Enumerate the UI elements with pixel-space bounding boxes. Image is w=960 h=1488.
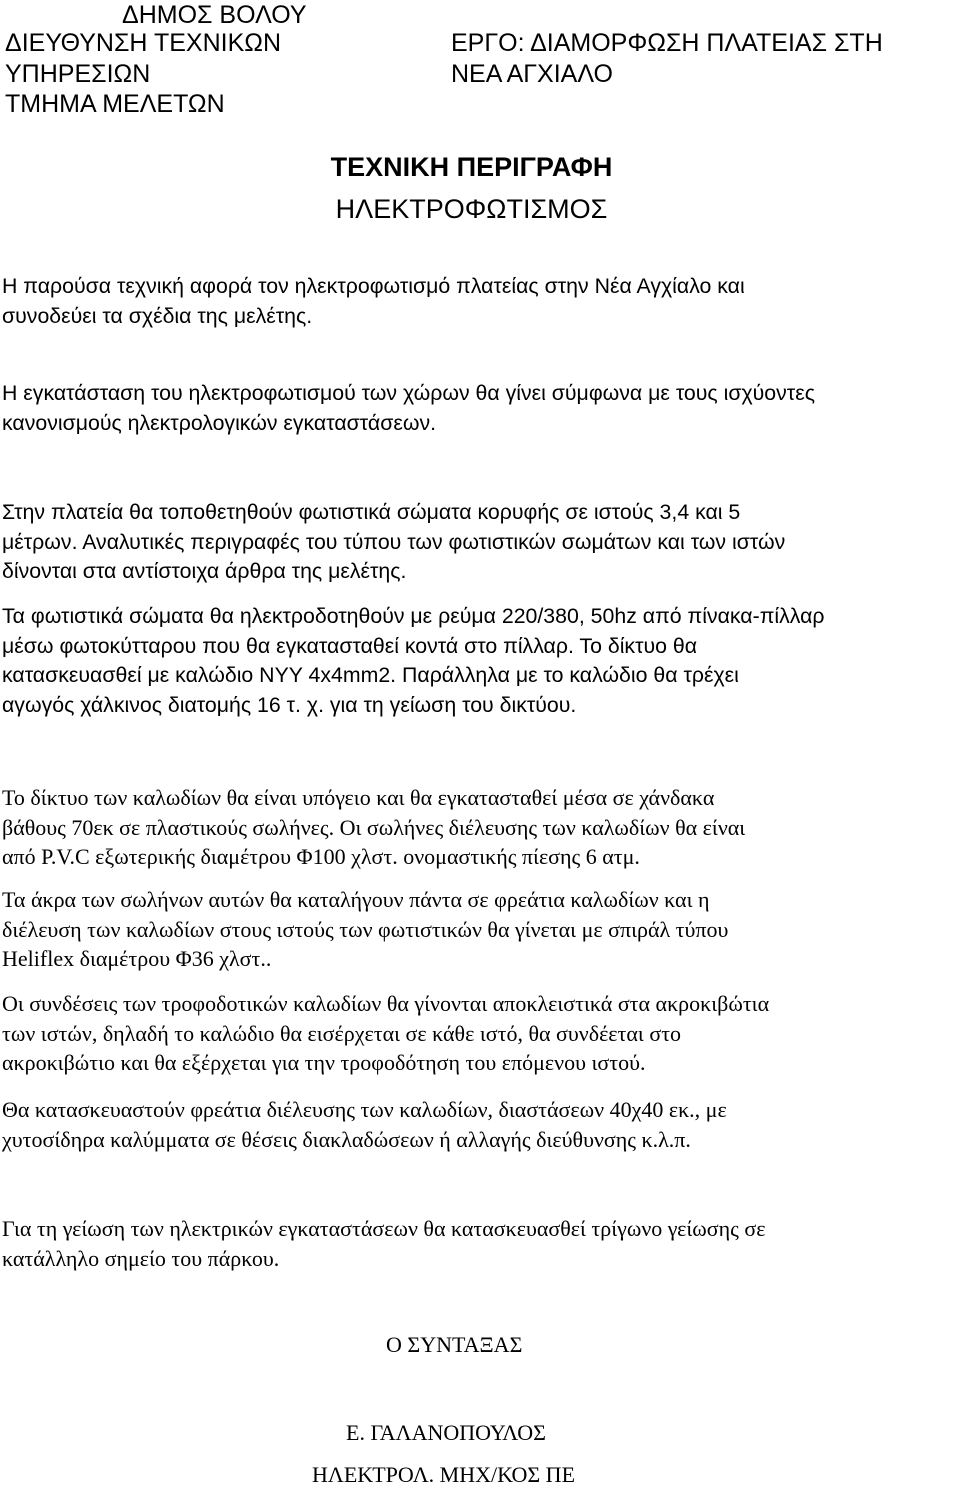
- project-line-1: ΕΡΓΟ: ΔΙΑΜΟΡΦΩΣΗ ΠΛΑΤΕΙΑΣ ΣΤΗ: [451, 29, 883, 57]
- text-line: κανονισμούς ηλεκτρολογικών εγκαταστάσεων.: [2, 410, 437, 435]
- paragraph-luminaires: [2, 498, 952, 587]
- text-line: μέτρων. Αναλυτικές περιγραφές του τύπου των φωτιστικών σωμάτων και των ιστών: [2, 529, 786, 554]
- paragraph-regulations: [2, 379, 952, 438]
- signature-name: Ε. ΓΑΛΑΝΟΠΟΥΛΟΣ: [346, 1420, 546, 1445]
- document-subtitle: ΗΛΕΚΤΡΟΦΩΤΙΣΜΟΣ: [335, 194, 608, 224]
- text-line: αγωγός χάλκινος διατομής 16 τ. χ. για τη γείωση του δικτύου.: [2, 692, 577, 717]
- org-line-municipality: ΔΗΜΟΣ ΒΟΛΟΥ: [122, 1, 307, 29]
- text-line: χυτοσίδηρα καλύμματα σε θέσεις διακλαδώσεων ή αλλαγής διεύθυνσης κ.λ.π.: [2, 1126, 691, 1152]
- text-line: Οι συνδέσεις των τροφοδοτικών καλωδίων θα γίνονται αποκλειστικά στα ακροκιβώτια: [2, 991, 770, 1016]
- text-line: Στην πλατεία θα τοποθετηθούν φωτιστικά σώματα κορυφής σε ιστούς 3,4 και 5: [2, 500, 741, 524]
- text-line: Η παρούσα τεχνική αφορά τον ηλεκτροφωτισμό πλατείας στην Νέα Αγχίαλο και: [2, 274, 745, 298]
- paragraph-grounding: [2, 1214, 952, 1273]
- text-line: Το δίκτυο των καλωδίων θα είναι υπόγειο και θα εγκατασταθεί μέσα σε χάνδακα: [2, 785, 715, 810]
- text-line: από P.V.C εξωτερικής διαμέτρου Φ100 χλστ. ονομαστικής πίεσης 6 ατμ.: [2, 844, 640, 869]
- text-line: μέσω φωτοκύτταρου που θα εγκατασταθεί κοντά στο πίλλαρ. Το δίκτυο θα: [2, 633, 698, 658]
- text-line: των ιστών, δηλαδή το καλώδιο θα εισέρχεται σε κάθε ιστό, θα συνδέεται στο: [2, 1020, 682, 1046]
- text-line: Θα κατασκευαστούν φρεάτια διέλευσης των καλωδίων, διαστάσεων 40χ40 εκ., με: [2, 1097, 727, 1122]
- text-line: βάθους 70εκ σε πλαστικούς σωλήνες. Οι σωλήνες διέλευσης των καλωδίων θα είναι: [2, 814, 746, 840]
- text-line: δίνονται στα αντίστοιχα άρθρα της μελέτης.: [2, 559, 407, 583]
- signature-title: ΗΛΕΚΤΡΟΛ. ΜΗΧ/ΚΟΣ ΠΕ: [312, 1462, 576, 1487]
- paragraph-manholes: [2, 1095, 952, 1154]
- text-line: Heliflex διαμέτρου Φ36 χλστ..: [2, 946, 272, 971]
- paragraph-intro: [2, 272, 952, 331]
- text-line: διέλευση των καλωδίων στους ιστούς των φωτιστικών θα γίνεται με σπιράλ τύπου: [2, 916, 729, 942]
- text-line: Τα άκρα των σωλήνων αυτών θα καταλήγουν πάντα σε φρεάτια καλωδίων και η: [2, 887, 710, 912]
- text-line: Η εγκατάσταση του ηλεκτροφωτισμού των χώρων θα γίνει σύμφωνα με τους ισχύοντες: [2, 381, 815, 405]
- paragraph-connections: [2, 989, 952, 1078]
- text-line: Τα φωτιστικά σώματα θα ηλεκτροδοτηθούν με ρεύμα 220/380, 50hz από πίνακα-πίλλαρ: [2, 604, 825, 628]
- paragraph-pipe-ends: [2, 885, 952, 974]
- text-line: κατασκευασθεί με καλώδιο NYY 4x4mm2. Παράλληλα με το καλώδιο θα τρέχει: [2, 663, 739, 687]
- text-line: ακροκιβώτιο και θα εξέρχεται για την τροφοδότηση του επόμενου ιστού.: [2, 1050, 646, 1075]
- document-title: ΤΕΧΝΙΚΗ ΠΕΡΙΓΡΑΦΗ: [330, 152, 613, 182]
- project-line-2: ΝΕΑ ΑΓΧΙΑΛΟ: [451, 60, 613, 88]
- org-line-services: ΥΠΗΡΕΣΙΩΝ: [5, 60, 151, 88]
- org-line-department: ΤΜΗΜΑ ΜΕΛΕΤΩΝ: [5, 90, 225, 118]
- paragraph-power-supply: [2, 602, 952, 720]
- paragraph-cable-network: [2, 783, 952, 872]
- org-line-directorate: ΔΙΕΥΘΥΝΣΗ ΤΕΧΝΙΚΩΝ: [5, 29, 282, 57]
- text-line: κατάλληλο σημείο του πάρκου.: [2, 1245, 280, 1271]
- text-line: Για τη γείωση των ηλεκτρικών εγκαταστάσεων θα κατασκευασθεί τρίγωνο γείωσης σε: [2, 1216, 766, 1241]
- text-line: συνοδεύει τα σχέδια της μελέτης.: [2, 303, 313, 328]
- signature-role: Ο ΣΥΝΤΑΞΑΣ: [386, 1332, 523, 1357]
